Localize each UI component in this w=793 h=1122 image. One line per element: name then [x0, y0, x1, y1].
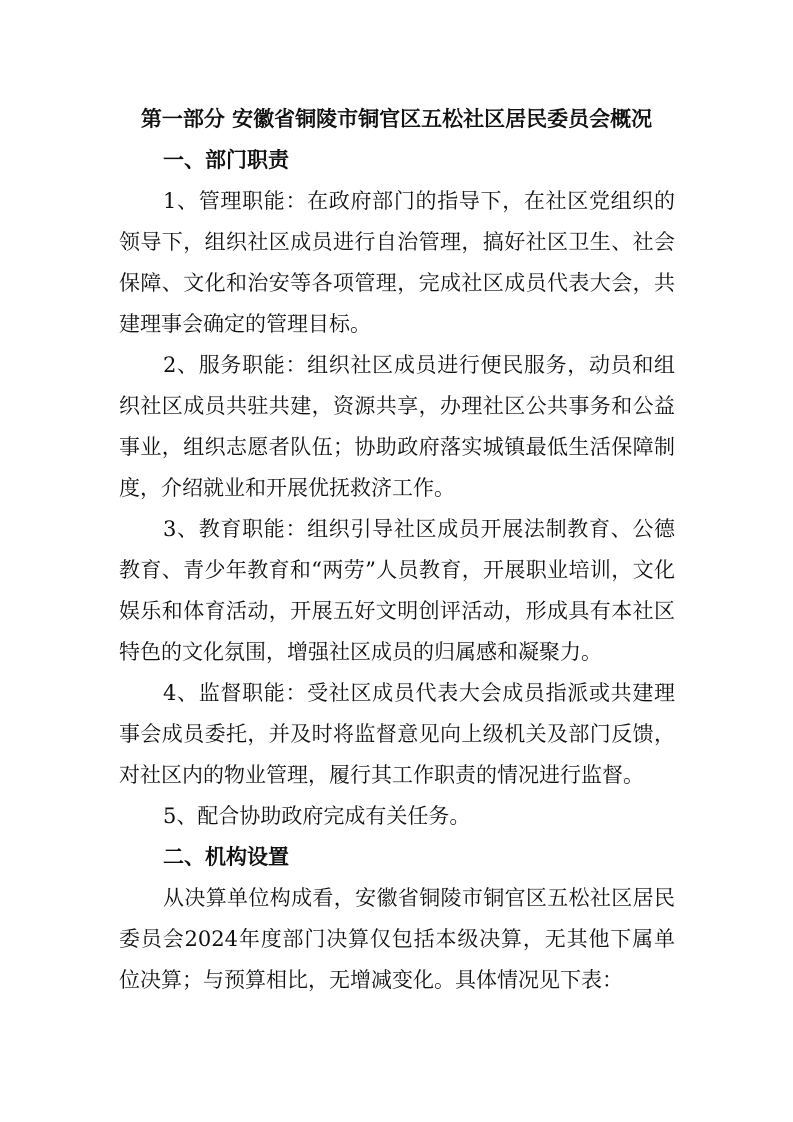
text-line: 位决算；与预算相比，无增减变化。具体情况见下表：: [119, 968, 623, 992]
text-line: 娱乐和体育活动，开展五好文明创评活动，形成具有本社区: [119, 599, 675, 623]
text-line: 领导下，组织社区成员进行自治管理，搞好社区卫生、社会: [119, 230, 675, 254]
document-body: [119, 145, 675, 1006]
paragraph: [119, 883, 675, 1006]
text-line: 从决算单位构成看，安徽省铜陵市铜官区五松社区居民: [163, 886, 675, 910]
paragraph: [119, 350, 675, 514]
text-line: 4、监督职能：受社区成员代表大会成员指派或共建理: [163, 681, 675, 705]
text-line: 一、部门职责: [163, 148, 289, 172]
text-line: 事会成员委托，并及时将监督意见向上级机关及部门反馈，: [119, 722, 675, 746]
text-line: 教育、青少年教育和“两劳”人员教育，开展职业培训，文化: [119, 558, 675, 582]
paragraph: [119, 801, 675, 842]
text-line: 5、配合协助政府完成有关任务。: [163, 804, 471, 828]
document-title: 第一部分 安徽省铜陵市铜官区五松社区居民委员会概况: [140, 107, 653, 131]
text-line: 对社区内的物业管理，履行其工作职责的情况进行监督。: [119, 763, 644, 787]
text-line: 委员会2024年度部门决算仅包括本级决算，无其他下属单: [119, 927, 675, 951]
text-line: 度，介绍就业和开展优抚救济工作。: [119, 476, 455, 500]
text-line: 1、管理职能：在政府部门的指导下，在社区党组织的: [163, 189, 675, 213]
text-line: 特色的文化氛围，增强社区成员的归属感和凝聚力。: [119, 640, 602, 664]
section-heading: [119, 145, 675, 186]
paragraph: [119, 186, 675, 350]
section-heading: [119, 842, 675, 883]
text-line: 3、教育职能：组织引导社区成员开展法制教育、公德: [163, 517, 675, 541]
text-line: 事业，组织志愿者队伍；协助政府落实城镇最低生活保障制: [119, 435, 675, 459]
text-line: 织社区成员共驻共建，资源共享，办理社区公共事务和公益: [119, 394, 675, 418]
paragraph: [119, 514, 675, 678]
text-line: 建理事会确定的管理目标。: [119, 312, 371, 336]
paragraph: [119, 678, 675, 801]
text-line: 保障、文化和治安等各项管理，完成社区成员代表大会，共: [119, 271, 675, 295]
text-line: 二、机构设置: [163, 845, 289, 869]
text-line: 2、服务职能：组织社区成员进行便民服务，动员和组: [163, 353, 675, 377]
